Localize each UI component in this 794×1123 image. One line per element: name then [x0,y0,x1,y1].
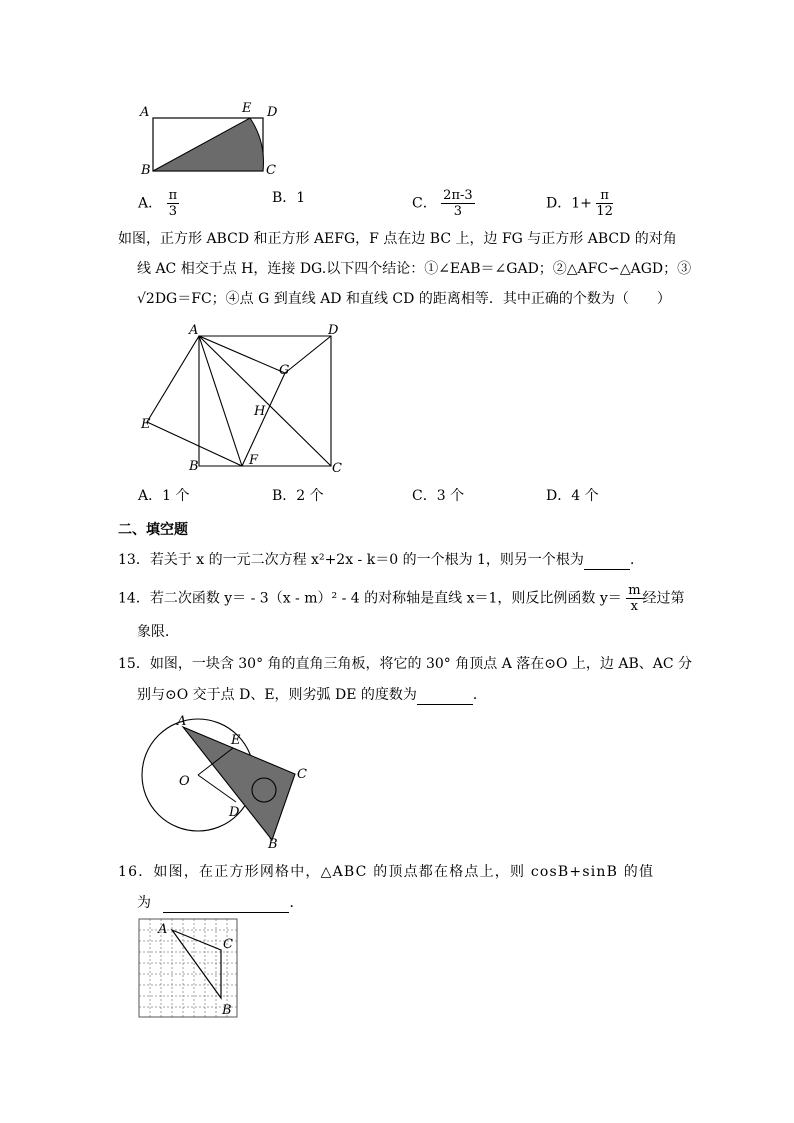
q14-line-1 [118,583,685,614]
q16-label-C: C [223,937,233,952]
q11-option-d-den: 12 [596,204,613,219]
q15-label-B: B [268,837,278,852]
q11-option-c-label: C． [412,195,437,212]
q11-option-c-num: 2π-3 [443,188,473,203]
q14-text: 14．若二次函数 y＝ - 3（x - m）² - 4 的对称轴是直线 x＝1，则反比例函数 y＝ [118,590,622,607]
q11-option-c-den: 3 [453,204,463,219]
q14-text-end: 经过第 [642,590,685,607]
q12-line-2: 线 AC 相交于点 H，连接 DG.以下四个结论：①∠EAB＝∠GAD；②△AFC∽△AGD；③ [137,261,692,277]
q15-line-2 [137,685,487,705]
q11-label-B: B [141,163,151,178]
q11-label-A: A [140,105,150,120]
q16-line-1: 16．如图，在正方形网格中，△ABC 的顶点都在格点上，则 cosB+sinB 的值 [118,864,655,880]
q11-shaded-region [153,118,263,171]
q15-label-O: O [179,774,190,789]
q12-diagonal-ac [199,336,331,466]
q11-option-a-fraction [167,188,180,219]
q12-figure [135,318,355,478]
q15-label-A: A [177,714,187,729]
section-title: 二、填空题 [118,522,188,538]
q16-end: ． [289,895,304,911]
q15-line-1: 15．如图，一块含 30° 角的直角三角板，将它的 30° 角顶点 A 落在⊙O 上，边 AB、AC 分 [118,656,693,672]
q14-frac-num: m [628,583,641,598]
q11-option-a-den: 3 [168,204,177,219]
q14-fraction [626,583,642,614]
q15-label-E: E [231,733,241,748]
q15-end: ． [472,687,487,703]
q16-answer-blank[interactable] [163,898,289,913]
q12-label-F: F [249,453,259,468]
q11-option-b [272,188,305,208]
q16-text: 为 [137,895,151,911]
q15-label-D: D [229,805,240,820]
q11-option-c-fraction [441,188,474,219]
q15-answer-blank[interactable] [417,690,473,705]
q16-grid-figure [138,918,240,1020]
q12-label-B: B [189,459,199,474]
q11-label-E: E [242,101,252,116]
q12-segment-af [199,336,242,466]
q11-figure [135,98,295,180]
q12-line-1: 如图，正方形 ABCD 和正方形 AEFG，F 点在边 BC 上，边 FG 与正方形 ABCD 的对角 [118,231,677,247]
q16-label-B: B [222,1003,232,1018]
q11-option-c [412,188,475,219]
q11-option-d-label: D． [546,195,572,212]
q15-figure [135,712,335,852]
q12-segment-dg [285,336,331,373]
q12-option-c: C．3 个 [412,488,465,504]
q14-frac-den: x [630,599,639,614]
q11-option-a-label: A． [138,195,163,212]
q12-option-d: D．4 个 [546,488,599,504]
q14-line-2: 象限． [137,624,179,640]
q13-line [118,550,644,570]
q13-end: ． [629,552,644,568]
q16-line-2 [137,893,303,913]
q12-label-D: D [328,323,339,338]
q11-option-a-num: π [168,188,178,203]
q11-label-C: C [266,163,276,178]
q16-triangle-abc [172,930,221,998]
q11-option-b-value: 1 [296,190,306,206]
q11-option-d-fraction [596,188,613,219]
q11-option-d-prefix: 1+ [571,195,592,212]
q11-option-a [138,188,179,219]
q12-line-3: √2DG＝FC；④点 G 到直线 AD 和直线 CD 的距离相等．其中正确的个数为（ ） [137,291,671,307]
q12-label-A: A [189,323,199,338]
q15-label-C: C [297,767,307,782]
q11-option-d [546,188,613,219]
q11-option-d-num: π [596,188,613,204]
q12-label-C: C [332,461,342,476]
q11-option-b-label: B． [272,190,297,206]
q12-label-H: H [254,404,266,419]
q12-label-E: E [141,417,151,432]
q11-label-D: D [267,105,278,120]
q13-text: 13．若关于 x 的一元二次方程 x²+2x - k＝0 的一个根为 1，则另一个根为 [118,552,584,568]
q12-option-a: A．1 个 [138,488,190,504]
q13-answer-blank[interactable] [584,555,630,570]
q16-label-A: A [158,922,168,937]
q12-option-b: B．2 个 [272,488,324,504]
q15-text: 别与⊙O 交于点 D、E，则劣弧 DE 的度数为 [137,687,417,703]
q12-label-G: G [279,363,290,378]
